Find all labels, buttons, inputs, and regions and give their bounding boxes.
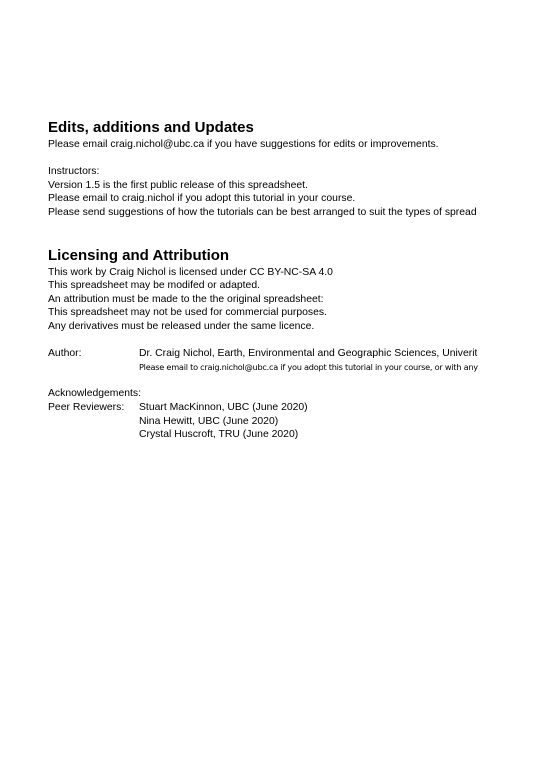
reviewer-row	[48, 415, 504, 429]
peer-reviewers-label: Peer Reviewers:	[48, 401, 125, 413]
acknowledgements-label: Acknowledgements:	[48, 388, 141, 400]
reviewer-row	[48, 401, 504, 415]
author-value: Dr. Craig Nichol, Earth, Environmental and Geographic Sciences, Univerit	[139, 348, 478, 360]
author-row	[48, 347, 504, 361]
spacer	[48, 415, 139, 429]
spacer	[48, 334, 504, 348]
instructors-line-suggestions: Please send suggestions of how the tutorials can be best arranged to suit the types of spread	[48, 206, 477, 218]
licensing-line-attribution: An attribution must be made to the the original spreadsheet:	[48, 293, 324, 305]
author-note-row	[48, 361, 504, 374]
licensing-line-commercial: This spreadsheet may not be used for commercial purposes.	[48, 307, 327, 319]
spacer	[48, 428, 139, 442]
instructors-line-version: Version 1.5 is the first public release of this spreadsheet.	[48, 179, 308, 191]
licensing-line-license: This work by Craig Nichol is licensed under CC BY-NC-SA 4.0	[48, 266, 333, 278]
instructors-line-adopt: Please email to craig.nichol if you adopt this tutorial in your course.	[48, 193, 356, 205]
spacer	[48, 220, 504, 246]
licensing-line-derivatives: Any derivatives must be released under the same licence.	[48, 320, 315, 332]
edits-heading: Edits, additions and Updates	[48, 119, 254, 136]
reviewer-name: Nina Hewitt, UBC (June 2020)	[139, 415, 279, 427]
licensing-heading: Licensing and Attribution	[48, 246, 230, 264]
author-label: Author:	[48, 348, 82, 360]
instructors-label: Instructors:	[48, 166, 100, 178]
reviewer-name: Stuart MacKinnon, UBC (June 2020)	[139, 401, 308, 413]
spacer	[48, 152, 504, 166]
spacer	[48, 374, 504, 388]
reviewer-name: Crystal Huscroft, TRU (June 2020)	[139, 429, 299, 441]
author-note: Please email to craig.nichol@ubc.ca if you adopt this tutorial in your course, or with any	[139, 361, 478, 372]
edits-email-line: Please email craig.nichol@ubc.ca if you have suggestions for edits or improvements.	[48, 139, 439, 150]
reviewer-row	[48, 428, 504, 442]
licensing-line-modify: This spreadsheet may be modifed or adapted.	[48, 280, 260, 292]
spacer	[48, 361, 139, 374]
page-content	[48, 118, 504, 442]
